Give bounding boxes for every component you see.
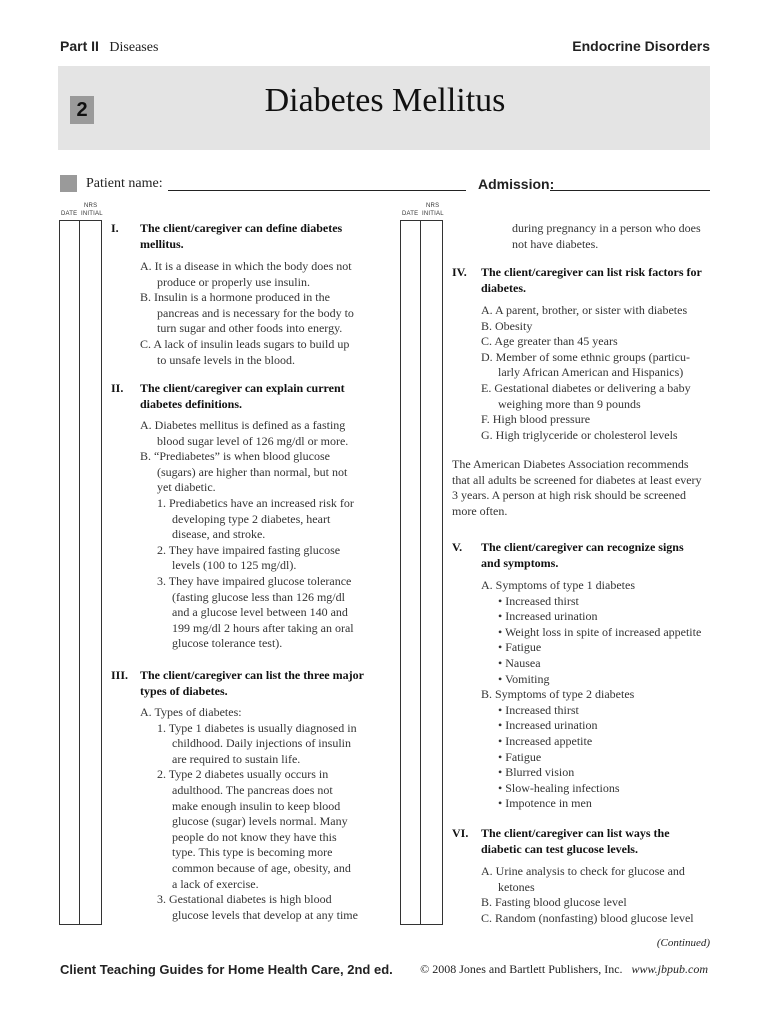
bullet-text: Nausea [505,655,541,670]
bullet-text: Slow-healing infections [505,780,620,795]
bullet-text: Increased thirst [505,593,579,608]
text-line: 1. Prediabetics have an increased risk for [157,495,354,510]
bullet-text: Increased urination [505,718,598,733]
date-label-left: DATE [61,211,78,217]
section-3-continued [512,221,701,252]
bullet-item: • Fatigue [498,640,542,655]
admission-field[interactable] [550,190,710,191]
nrs-label-left: NRS [84,203,98,209]
bullet-item: • Increased thirst [498,593,579,608]
bullet-item: • Nausea [498,655,541,670]
section-5-body [481,578,701,812]
bullet-item: • Increased appetite [498,733,593,748]
text-line: B. Obesity [481,318,533,333]
date-label-right: DATE [402,211,419,217]
record-column-right[interactable] [400,220,443,925]
continued-note: (Continued) [656,937,710,949]
heading-line: and symptoms. [481,555,559,570]
initial-label-right: INITIAL [422,211,444,217]
text-line: that all adults be screened for diabetes at least every [452,472,702,487]
text-line: levels (100 to 125 mg/dl). [172,558,297,573]
chapter-number: 2 [70,96,94,124]
text-line: glucose tolerance test). [172,636,283,651]
heading-line: diabetes. [481,280,526,295]
text-line: The American Diabetes Association recommends [452,457,689,471]
text-line: adulthood. The pancreas does not [172,782,333,797]
text-line: a lack of exercise. [172,876,259,891]
text-line: people do not know they have this [172,829,337,844]
bullet-text: Weight loss in spite of increased appetite [504,624,702,639]
text-line: during pregnancy in a person who does [512,221,701,235]
section-5-number: V. [452,540,463,554]
section-4-heading [481,265,702,296]
text-line: 199 mg/dl 2 hours after taking an oral [172,620,354,635]
bullet-item: • Vomiting [498,671,550,686]
heading-line: diabetic can test glucose levels. [481,841,638,856]
section-5-heading [481,540,684,571]
text-line: more often. [452,503,508,518]
text-line: childhood. Daily injections of insulin [172,736,351,751]
text-line: C. Random (nonfasting) blood glucose level [481,910,694,925]
initial-label-left: INITIAL [81,211,103,217]
text-line: 3 years. A person at high risk should be screened [452,488,686,503]
bullet-item: • Impotence in men [498,796,592,811]
bullet-text: Vomiting [504,671,550,686]
bullet-item: • Increased thirst [498,702,579,717]
text-line: produce or properly use insulin. [157,274,310,289]
section-6-body [481,864,694,926]
bullet-text: Impotence in men [505,796,592,811]
text-line: F. High blood pressure [481,412,591,427]
text-line: A. Diabetes mellitus is defined as a fasting [140,418,346,432]
section-1-number: I. [111,221,119,235]
text-line: A. A parent, brother, or sister with diabetes [481,303,688,317]
text-line: A. It is a disease in which the body does not [140,259,352,273]
text-line: 3. They have impaired glucose tolerance [157,573,352,588]
text-line: 2. Type 2 diabetes usually occurs in [157,767,329,782]
nrs-label-right: NRS [426,203,440,209]
section-label: Diseases [109,40,159,55]
ada-recommendation-note [452,457,702,519]
patient-marker-icon [60,175,77,192]
heading-line: diabetes definitions. [140,396,243,411]
running-header-right: Endocrine Disorders [572,38,710,54]
text-line: 1. Type 1 diabetes is usually diagnosed in [157,720,357,735]
text-line: developing type 2 diabetes, heart [172,511,331,526]
chapter-title: Diabetes Mellitus [264,82,506,119]
text-line: A. Types of diabetes: [140,705,242,719]
text-line: B. Fasting blood glucose level [481,895,627,910]
record-divider-left [79,220,80,925]
record-column-left[interactable] [59,220,102,925]
text-line: and a glucose level between 140 and [172,605,348,620]
heading-line: types of diabetes. [140,683,228,698]
running-header-left [60,38,158,56]
bullet-item: • Slow-healing infections [498,780,620,795]
text-line: A. Urine analysis to check for glucose and [481,864,685,878]
patient-name-field[interactable] [168,190,466,191]
text-line: (fasting glucose less than 126 mg/dl [172,589,345,604]
heading-line: The client/caregiver can list ways the [481,826,670,840]
bullet-item: • Weight loss in spite of increased appetite [498,624,702,639]
text-line: E. Gestational diabetes or delivering a baby [481,380,691,395]
text-line: B. “Prediabetes” is when blood glucose [140,449,330,464]
section-2-number: II. [111,381,124,395]
text-line: are required to sustain life. [172,751,301,766]
text-line: (sugars) are higher than normal, but not [157,464,348,479]
text-line: make enough insulin to keep blood [172,798,341,813]
section-2-heading [140,381,345,412]
section-4-number: IV. [452,265,467,279]
bullet-text: Increased thirst [505,702,579,717]
text-line: not have diabetes. [512,236,599,251]
publisher-url[interactable]: www.jbpub.com [631,962,708,976]
text-line: type. This type is becoming more [172,845,333,860]
section-1-body [140,259,354,368]
section-6-number: VI. [452,826,469,840]
section-3-body [140,705,358,923]
heading-line: The client/caregiver can recognize signs [481,540,684,554]
heading-line: The client/caregiver can list risk factors for [481,265,702,279]
admission-label: Admission: [478,176,555,192]
text-line: C. A lack of insulin leads sugars to build up [140,336,350,351]
bullet-text: Blurred vision [505,765,575,780]
text-line: glucose (sugar) levels normal. Many [172,814,348,829]
patient-name-label: Patient name: [86,176,163,191]
text-line: pancreas and is necessary for the body to [157,305,354,320]
bullet-item: • Increased urination [498,718,598,733]
text-line: blood sugar level of 126 mg/dl or more. [157,433,349,448]
section-1-heading [140,221,342,252]
heading-line: mellitus. [140,236,184,251]
text-line: yet diabetic. [157,480,216,495]
text-line: larly African American and Hispanics) [498,365,684,380]
heading-line: The client/caregiver can explain current [140,381,345,395]
text-line: disease, and stroke. [172,527,266,542]
bullet-text: Increased urination [505,609,598,624]
section-4-body [481,303,691,443]
text-line: C. Age greater than 45 years [481,334,618,349]
heading-line: The client/caregiver can define diabetes [140,221,343,235]
text-line: common because of age, obesity, and [172,860,351,875]
copyright-text: © 2008 Jones and Bartlett Publishers, Inc. [420,962,623,976]
text-line: to unsafe levels in the blood. [157,352,295,367]
text-line: weighing more than 9 pounds [498,396,641,411]
section-3-number: III. [111,668,129,682]
text-line: ketones [498,879,535,894]
text-line: D. Member of some ethnic groups (particu- [481,349,690,364]
text-line: A. Symptoms of type 1 diabetes [481,578,635,592]
bullet-text: Fatigue [505,749,542,764]
text-line: 3. Gestational diabetes is high blood [157,892,332,907]
bullet-text: Fatigue [505,640,542,655]
bullet-text: Increased appetite [505,733,593,748]
footer-book-title: Client Teaching Guides for Home Health Care, 2nd ed. [60,962,393,977]
bullet-item: • Blurred vision [498,765,575,780]
text-line: G. High triglyceride or cholesterol levels [481,427,678,442]
part-label: Part II [60,38,99,54]
section-2-body [140,418,354,652]
text-line: B. Symptoms of type 2 diabetes [481,687,635,702]
text-line: 2. They have impaired fasting glucose [157,542,341,557]
heading-line: The client/caregiver can list the three major [140,668,364,682]
bullet-item: • Fatigue [498,749,542,764]
text-line: B. Insulin is a hormone produced in the [140,290,330,305]
bullet-item: • Increased urination [498,609,598,624]
text-line: glucose levels that develop at any time [172,907,358,922]
section-6-heading [481,826,670,857]
text-line: turn sugar and other foods into energy. [157,321,343,336]
footer-copyright [420,962,708,977]
section-3-heading [140,668,364,699]
record-divider-right [420,220,421,925]
